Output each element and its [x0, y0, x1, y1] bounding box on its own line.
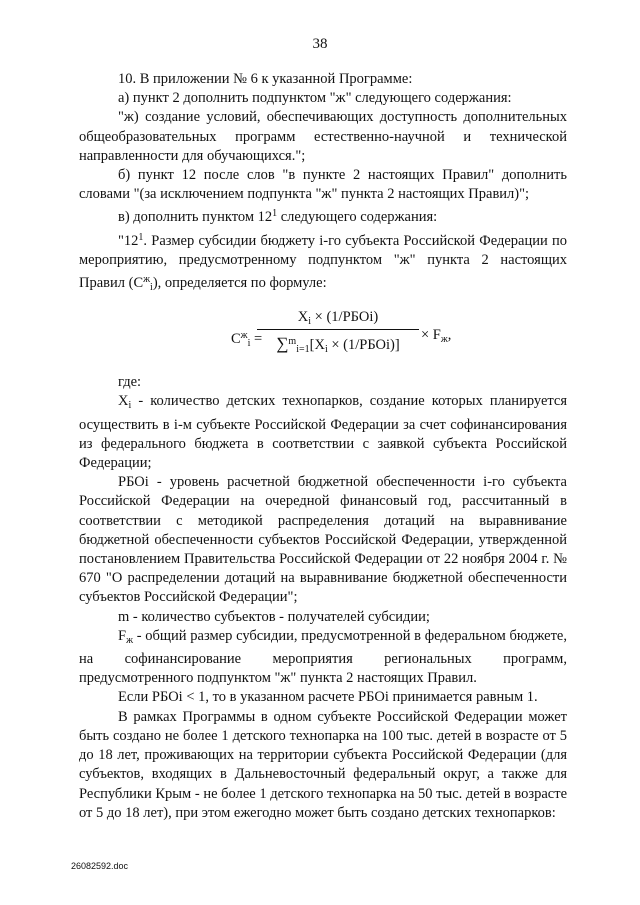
paragraph-sub-v	[79, 204, 567, 227]
formula-numerator: $X_i$ × (1/РБОi)	[297, 309, 379, 328]
superscript-one: 1	[272, 208, 278, 220]
definition-xi: $X_i$ - количество детских технопарков, создание которых планируется осуществить в i-м субъекте Российской Федерации за счет софинансирования из федерального бюджета в соответствии с заявкой субъекта Российской Федерации;	[79, 393, 567, 472]
footer-filename: 26082592.doc	[71, 861, 129, 871]
document-body	[79, 70, 567, 823]
definition-rboi: РБОi - уровень расчетной бюджетной обеспеченности i-го субъекта Российской Федерации на очередной финансовый год, рассчитанный в соответствии с методикой распределения дотаций на выравнивание бюджетной обеспеченности субъектов Российской Федерации, утвержденной постановлением Правительства Российской Федерации от 22 ноября 2004 г. № 670 "О распределении дотаций на выравнивание бюджетной обеспеченности субъектов Российской Федерации";	[79, 474, 567, 606]
sub-v-tail: следующего содержания:	[277, 209, 438, 226]
paragraph-item-10: 10. В приложении № 6 к указанной Программе:	[118, 71, 413, 87]
p12-text: . Размер субсидии бюджету i-го субъекта Российской Федерации по мероприятию, предусмотренному подпунктом "ж" пункта 2 настоящих Правил (	[79, 232, 567, 292]
subsidy-formula	[79, 307, 567, 365]
definition-f: $F_ж$ - общий размер субсидии, предусмотренной в федеральном бюджете, на софинансирование мероприятия региональных программ, предусмотренного подпунктом "ж" пункта 2 настоящих Правил.	[79, 627, 567, 687]
superscript-one-b: 1	[138, 231, 144, 243]
definition-m: m - количество субъектов - получателей субсидии;	[118, 608, 430, 625]
where-label: где:	[118, 374, 142, 391]
paragraph-zh-text: "ж) создание условий, обеспечивающих доступность дополнительных общеобразовательных программ естественно-научной и технической направленности для обучающихся.";	[79, 109, 567, 164]
formula-rhs: × $F_ж$,	[421, 327, 452, 346]
paragraph-12-1	[79, 228, 567, 298]
paragraph-sub-b: б) пункт 12 после слов "в пункте 2 настоящих Правил" дополнить словами "(за исключением подпункта "ж" пункта 2 настоящих Правил)";	[79, 167, 567, 203]
formula-fraction	[257, 307, 419, 356]
rule-rboi: Если РБОi < 1, то в указанном расчете РБОi принимается равным 1.	[118, 689, 538, 706]
formula-denominator: $\sum^m_{i=1}[X_i$ × (1/РБОi)]	[276, 334, 400, 356]
p12-tail: ), определяется по формуле:	[152, 275, 327, 292]
quote-12: "12	[118, 232, 139, 249]
formula-lhs: $C^ж_i$ =	[231, 330, 263, 350]
inline-c-symbol: $C^ж_i$	[133, 274, 153, 294]
sub-v-text: в) дополнить пунктом 12	[118, 209, 273, 226]
paragraph-sub-a: а) пункт 2 дополнить подпунктом "ж" следующего содержания:	[118, 90, 512, 107]
page-number: 38	[312, 36, 328, 52]
paragraph-technoparks: В рамках Программы в одном субъекте Российской Федерации может быть создано не более 1 детского технопарка на 100 тыс. детей в возрасте от 5 до 18 лет, проживающих на территории субъекта Российской Федерации (для субъектов, входящих в Дальневосточный федеральный округ, а также для Республики Крым - не более 1 детского технопарка на 50 тыс. детей в возрасте от 5 до 18 лет), при этом ежегодно может быть создано детских технопарков:	[79, 708, 567, 821]
fraction-bar	[257, 329, 419, 330]
